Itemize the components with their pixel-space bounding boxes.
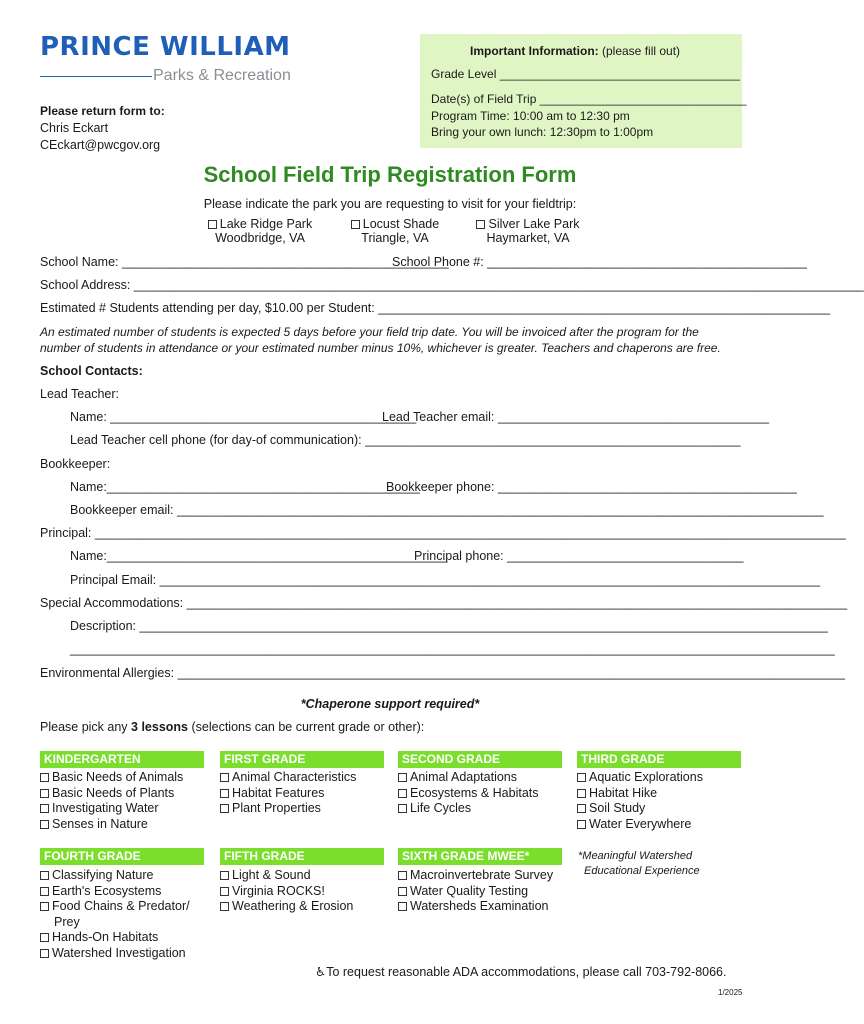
lead-teacher-email-field[interactable]: Lead Teacher email: _______________________________________: [382, 410, 769, 424]
checkbox[interactable]: [398, 871, 407, 880]
checkbox[interactable]: [40, 871, 49, 880]
checkbox[interactable]: [40, 789, 49, 798]
description-field[interactable]: Description: ___________________________________________________________________________________________________: [70, 619, 828, 633]
list-item[interactable]: Macroinvertebrate Survey: [398, 868, 553, 884]
sixth-grade-lessons: [398, 868, 553, 915]
return-name: Chris Eckart: [40, 121, 109, 135]
logo-subtitle: Parks & Recreation: [153, 67, 291, 84]
checkbox[interactable]: [220, 902, 229, 911]
list-item[interactable]: Basic Needs of Animals: [40, 770, 183, 786]
checkbox[interactable]: [476, 220, 485, 229]
environmental-allergies-field[interactable]: Environmental Allergies: ________________________________________________________________________________________________: [40, 666, 845, 680]
lead-teacher-name-field[interactable]: Name: ____________________________________________: [70, 410, 417, 424]
list-item[interactable]: Water Everywhere: [577, 817, 703, 833]
second-grade-lessons: [398, 770, 539, 817]
return-email[interactable]: CEckart@pwcgov.org: [40, 138, 161, 152]
fourth-grade-lessons: [40, 868, 190, 961]
checkbox[interactable]: [577, 804, 586, 813]
lesson-instructions: Please pick any 3 lessons (selections can be current grade or other):: [40, 720, 425, 734]
bookkeeper-phone-field[interactable]: Bookkeeper phone: ___________________________________________: [386, 480, 797, 494]
special-accommodations-field[interactable]: Special Accommodations: _______________________________________________________________________________________________: [40, 596, 848, 610]
ada-notice: ♿To request reasonable ADA accommodations, please call 703-792-8066.: [315, 965, 727, 979]
list-item[interactable]: Habitat Features: [220, 786, 356, 802]
description-field-line-2[interactable]: ______________________________________________________________________________________________________________: [70, 642, 835, 656]
checkbox[interactable]: [40, 949, 49, 958]
list-item[interactable]: Investigating Water: [40, 801, 183, 817]
lead-teacher-cell-field[interactable]: Lead Teacher cell phone (for day-of communication): ______________________________________________________: [70, 433, 741, 447]
checkbox[interactable]: [398, 804, 407, 813]
list-item[interactable]: Habitat Hike: [577, 786, 703, 802]
checkbox[interactable]: [398, 773, 407, 782]
list-item[interactable]: Plant Properties: [220, 801, 356, 817]
list-item[interactable]: Life Cycles: [398, 801, 539, 817]
estimate-note: An estimated number of students is expected 5 days before your field trip date. You will be invoiced after the program for the number of students in attendance or your estimated number minus 10%, whichever is greater. Teachers and chaperons are free.: [40, 325, 721, 355]
grade-header-third: THIRD GRADE: [577, 751, 741, 768]
checkbox[interactable]: [208, 220, 217, 229]
checkbox[interactable]: [40, 902, 49, 911]
list-item[interactable]: Basic Needs of Plants: [40, 786, 183, 802]
list-item-wrap: Prey: [54, 914, 80, 929]
return-label: Please return form to:: [40, 104, 165, 118]
grade-header-fourth: FOURTH GRADE: [40, 848, 204, 865]
list-item[interactable]: Weathering & Erosion: [220, 899, 353, 915]
list-item[interactable]: Senses in Nature: [40, 817, 183, 833]
grade-header-sixth-mwee: SIXTH GRADE MWEE*: [398, 848, 562, 865]
wheelchair-icon: ♿: [315, 965, 327, 979]
checkbox[interactable]: [40, 820, 49, 829]
checkbox[interactable]: [398, 902, 407, 911]
school-contacts-label: School Contacts:: [40, 364, 143, 378]
checkbox[interactable]: [220, 773, 229, 782]
park-option-locust-shade[interactable]: Locust Shade Triangle, VA: [340, 217, 450, 245]
form-title: School Field Trip Registration Form: [203, 162, 577, 187]
school-name-field[interactable]: School Name: _______________________________________________: [40, 255, 449, 269]
kindergarten-lessons: [40, 770, 183, 832]
logo-rule: [40, 76, 152, 77]
park-option-lake-ridge[interactable]: Lake Ridge Park Woodbridge, VA: [200, 217, 320, 245]
grade-level-field[interactable]: Grade Level ____________________________________: [431, 67, 740, 81]
checkbox[interactable]: [351, 220, 360, 229]
fifth-grade-lessons: [220, 868, 353, 915]
bookkeeper-name-field[interactable]: Name:_____________________________________________: [70, 480, 420, 494]
important-info-box: [420, 34, 747, 148]
list-item[interactable]: Soil Study: [577, 801, 703, 817]
principal-email-field[interactable]: Principal Email: _______________________________________________________________________________________________: [70, 573, 821, 587]
checkbox[interactable]: [40, 773, 49, 782]
checkbox[interactable]: [577, 773, 586, 782]
grade-header-second: SECOND GRADE: [398, 751, 562, 768]
mwee-footnote: *Meaningful Watershed Educational Experience: [578, 850, 700, 877]
principal-name-field[interactable]: Name:_________________________________________________: [70, 549, 448, 563]
list-item[interactable]: Light & Sound: [220, 868, 353, 884]
checkbox[interactable]: [398, 887, 407, 896]
list-item[interactable]: Water Quality Testing: [398, 884, 553, 900]
park-prompt: Please indicate the park you are requesting to visit for your fieldtrip:: [203, 197, 577, 211]
grade-header-first: FIRST GRADE: [220, 751, 384, 768]
third-grade-lessons: [577, 770, 703, 832]
checkbox[interactable]: [220, 789, 229, 798]
list-item[interactable]: Animal Adaptations: [398, 770, 539, 786]
field-trip-dates-field[interactable]: Date(s) of Field Trip _______________________________: [431, 92, 747, 106]
list-item[interactable]: Earth's Ecosystems: [40, 884, 190, 900]
checkbox[interactable]: [577, 789, 586, 798]
bookkeeper-label: Bookkeeper:: [40, 457, 111, 471]
chaperone-note: *Chaperone support required*: [300, 697, 480, 711]
school-phone-field[interactable]: School Phone #: ______________________________________________: [392, 255, 807, 269]
list-item[interactable]: Watershed Investigation: [40, 946, 190, 962]
program-time: Program Time: 10:00 am to 12:30 pm: [431, 109, 630, 123]
list-item[interactable]: Classifying Nature: [40, 868, 190, 884]
list-item[interactable]: Animal Characteristics: [220, 770, 356, 786]
list-item[interactable]: Hands-On Habitats: [40, 930, 190, 946]
checkbox[interactable]: [40, 933, 49, 942]
list-item[interactable]: Ecosystems & Habitats: [398, 786, 539, 802]
principal-field[interactable]: Principal: ____________________________________________________________________________________________________________: [40, 526, 846, 540]
bookkeeper-email-field[interactable]: Bookkeeper email: _____________________________________________________________________________________________: [70, 503, 824, 517]
checkbox[interactable]: [40, 887, 49, 896]
first-grade-lessons: [220, 770, 356, 817]
grade-header-kindergarten: KINDERGARTEN: [40, 751, 204, 768]
checkbox[interactable]: [40, 804, 49, 813]
park-option-silver-lake[interactable]: Silver Lake Park Haymarket, VA: [468, 217, 588, 245]
revision-date: 1/2025: [718, 988, 743, 997]
list-item[interactable]: Watersheds Examination: [398, 899, 553, 915]
list-item[interactable]: Virginia ROCKS!: [220, 884, 353, 900]
principal-phone-field[interactable]: Principal phone: __________________________________: [414, 549, 744, 563]
school-address-field[interactable]: School Address: _________________________________________________________________________________________________________: [40, 278, 864, 292]
list-item[interactable]: Food Chains & Predator/: [40, 899, 190, 915]
lead-teacher-label: Lead Teacher:: [40, 387, 119, 401]
grade-header-fifth: FIFTH GRADE: [220, 848, 384, 865]
checkbox[interactable]: [220, 804, 229, 813]
lunch-time: Bring your own lunch: 12:30pm to 1:00pm: [431, 125, 654, 139]
checkbox[interactable]: [577, 820, 586, 829]
list-item[interactable]: Aquatic Explorations: [577, 770, 703, 786]
checkbox[interactable]: [398, 789, 407, 798]
logo-title: PRINCE WILLIAM: [40, 32, 291, 62]
checkbox[interactable]: [220, 871, 229, 880]
estimated-students-field[interactable]: Estimated # Students attending per day, $10.00 per Student: _________________________________________________________________: [40, 301, 831, 315]
checkbox[interactable]: [220, 887, 229, 896]
info-heading-note: (please fill out): [602, 44, 681, 58]
info-heading: Important Information:: [470, 44, 599, 58]
